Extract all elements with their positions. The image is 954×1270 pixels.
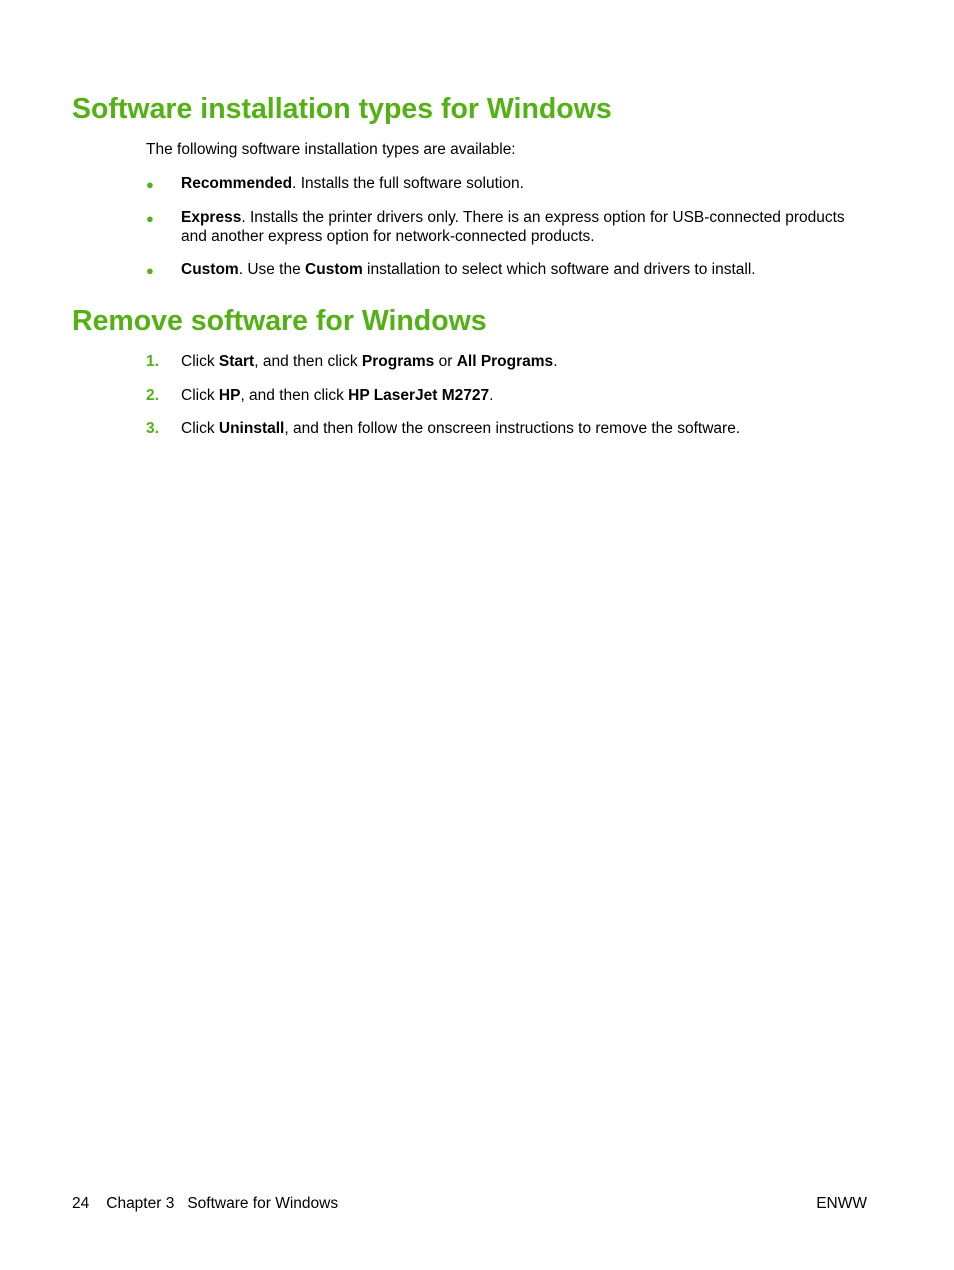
- text-segment: Click: [181, 387, 219, 404]
- list-item-text: [181, 260, 871, 279]
- chapter-label: Chapter 3: [106, 1195, 175, 1212]
- description: installation to select which software and drivers to install.: [362, 261, 756, 278]
- step-text: [181, 352, 871, 371]
- term-bold: Start: [218, 353, 255, 370]
- step-text: [181, 386, 871, 405]
- description: . Installs the full software solution.: [292, 175, 524, 192]
- text-segment: .: [553, 353, 558, 370]
- list-item-text: [181, 208, 871, 246]
- bullet-icon: ●: [146, 263, 154, 278]
- page-footer-left: [72, 1194, 338, 1213]
- step-text: [181, 419, 871, 438]
- term-bold: Custom: [305, 261, 363, 278]
- text-segment: , and then click: [240, 387, 349, 404]
- term-bold: Express: [181, 209, 242, 226]
- step-number: 3.: [146, 420, 159, 437]
- step-number: 2.: [146, 387, 159, 404]
- list-item-text: [181, 174, 871, 193]
- text-segment: , and then follow the onscreen instructions to remove the software.: [284, 420, 741, 437]
- text-segment: Click: [181, 353, 219, 370]
- section-heading-remove-software: Remove software for Windows: [72, 305, 487, 337]
- text-segment: or: [434, 353, 457, 370]
- page-footer-right: [816, 1194, 867, 1213]
- intro-paragraph: The following software installation types are available:: [146, 141, 516, 158]
- step-number: 1.: [146, 353, 159, 370]
- chapter-title: Software for Windows: [187, 1195, 339, 1212]
- term-bold: HP LaserJet M2727: [348, 387, 490, 404]
- bullet-icon: ●: [146, 211, 154, 226]
- term-bold: Programs: [361, 353, 435, 370]
- document-code: ENWW: [816, 1195, 867, 1212]
- term-bold: Recommended: [181, 175, 293, 192]
- section-heading-installation-types: Software installation types for Windows: [72, 93, 612, 125]
- term-bold: Uninstall: [218, 420, 285, 437]
- term-bold: All Programs: [456, 353, 554, 370]
- term-bold: HP: [218, 387, 241, 404]
- text-segment: , and then click: [254, 353, 362, 370]
- description: . Installs the printer drivers only. There is an express option for USB-connected products and another express option for network-connected products.: [181, 209, 845, 245]
- term-bold: Custom: [181, 261, 239, 278]
- bullet-icon: ●: [146, 177, 154, 192]
- page-number: 24: [72, 1195, 90, 1212]
- text-segment: .: [489, 387, 494, 404]
- description: . Use the: [238, 261, 306, 278]
- text-segment: Click: [181, 420, 219, 437]
